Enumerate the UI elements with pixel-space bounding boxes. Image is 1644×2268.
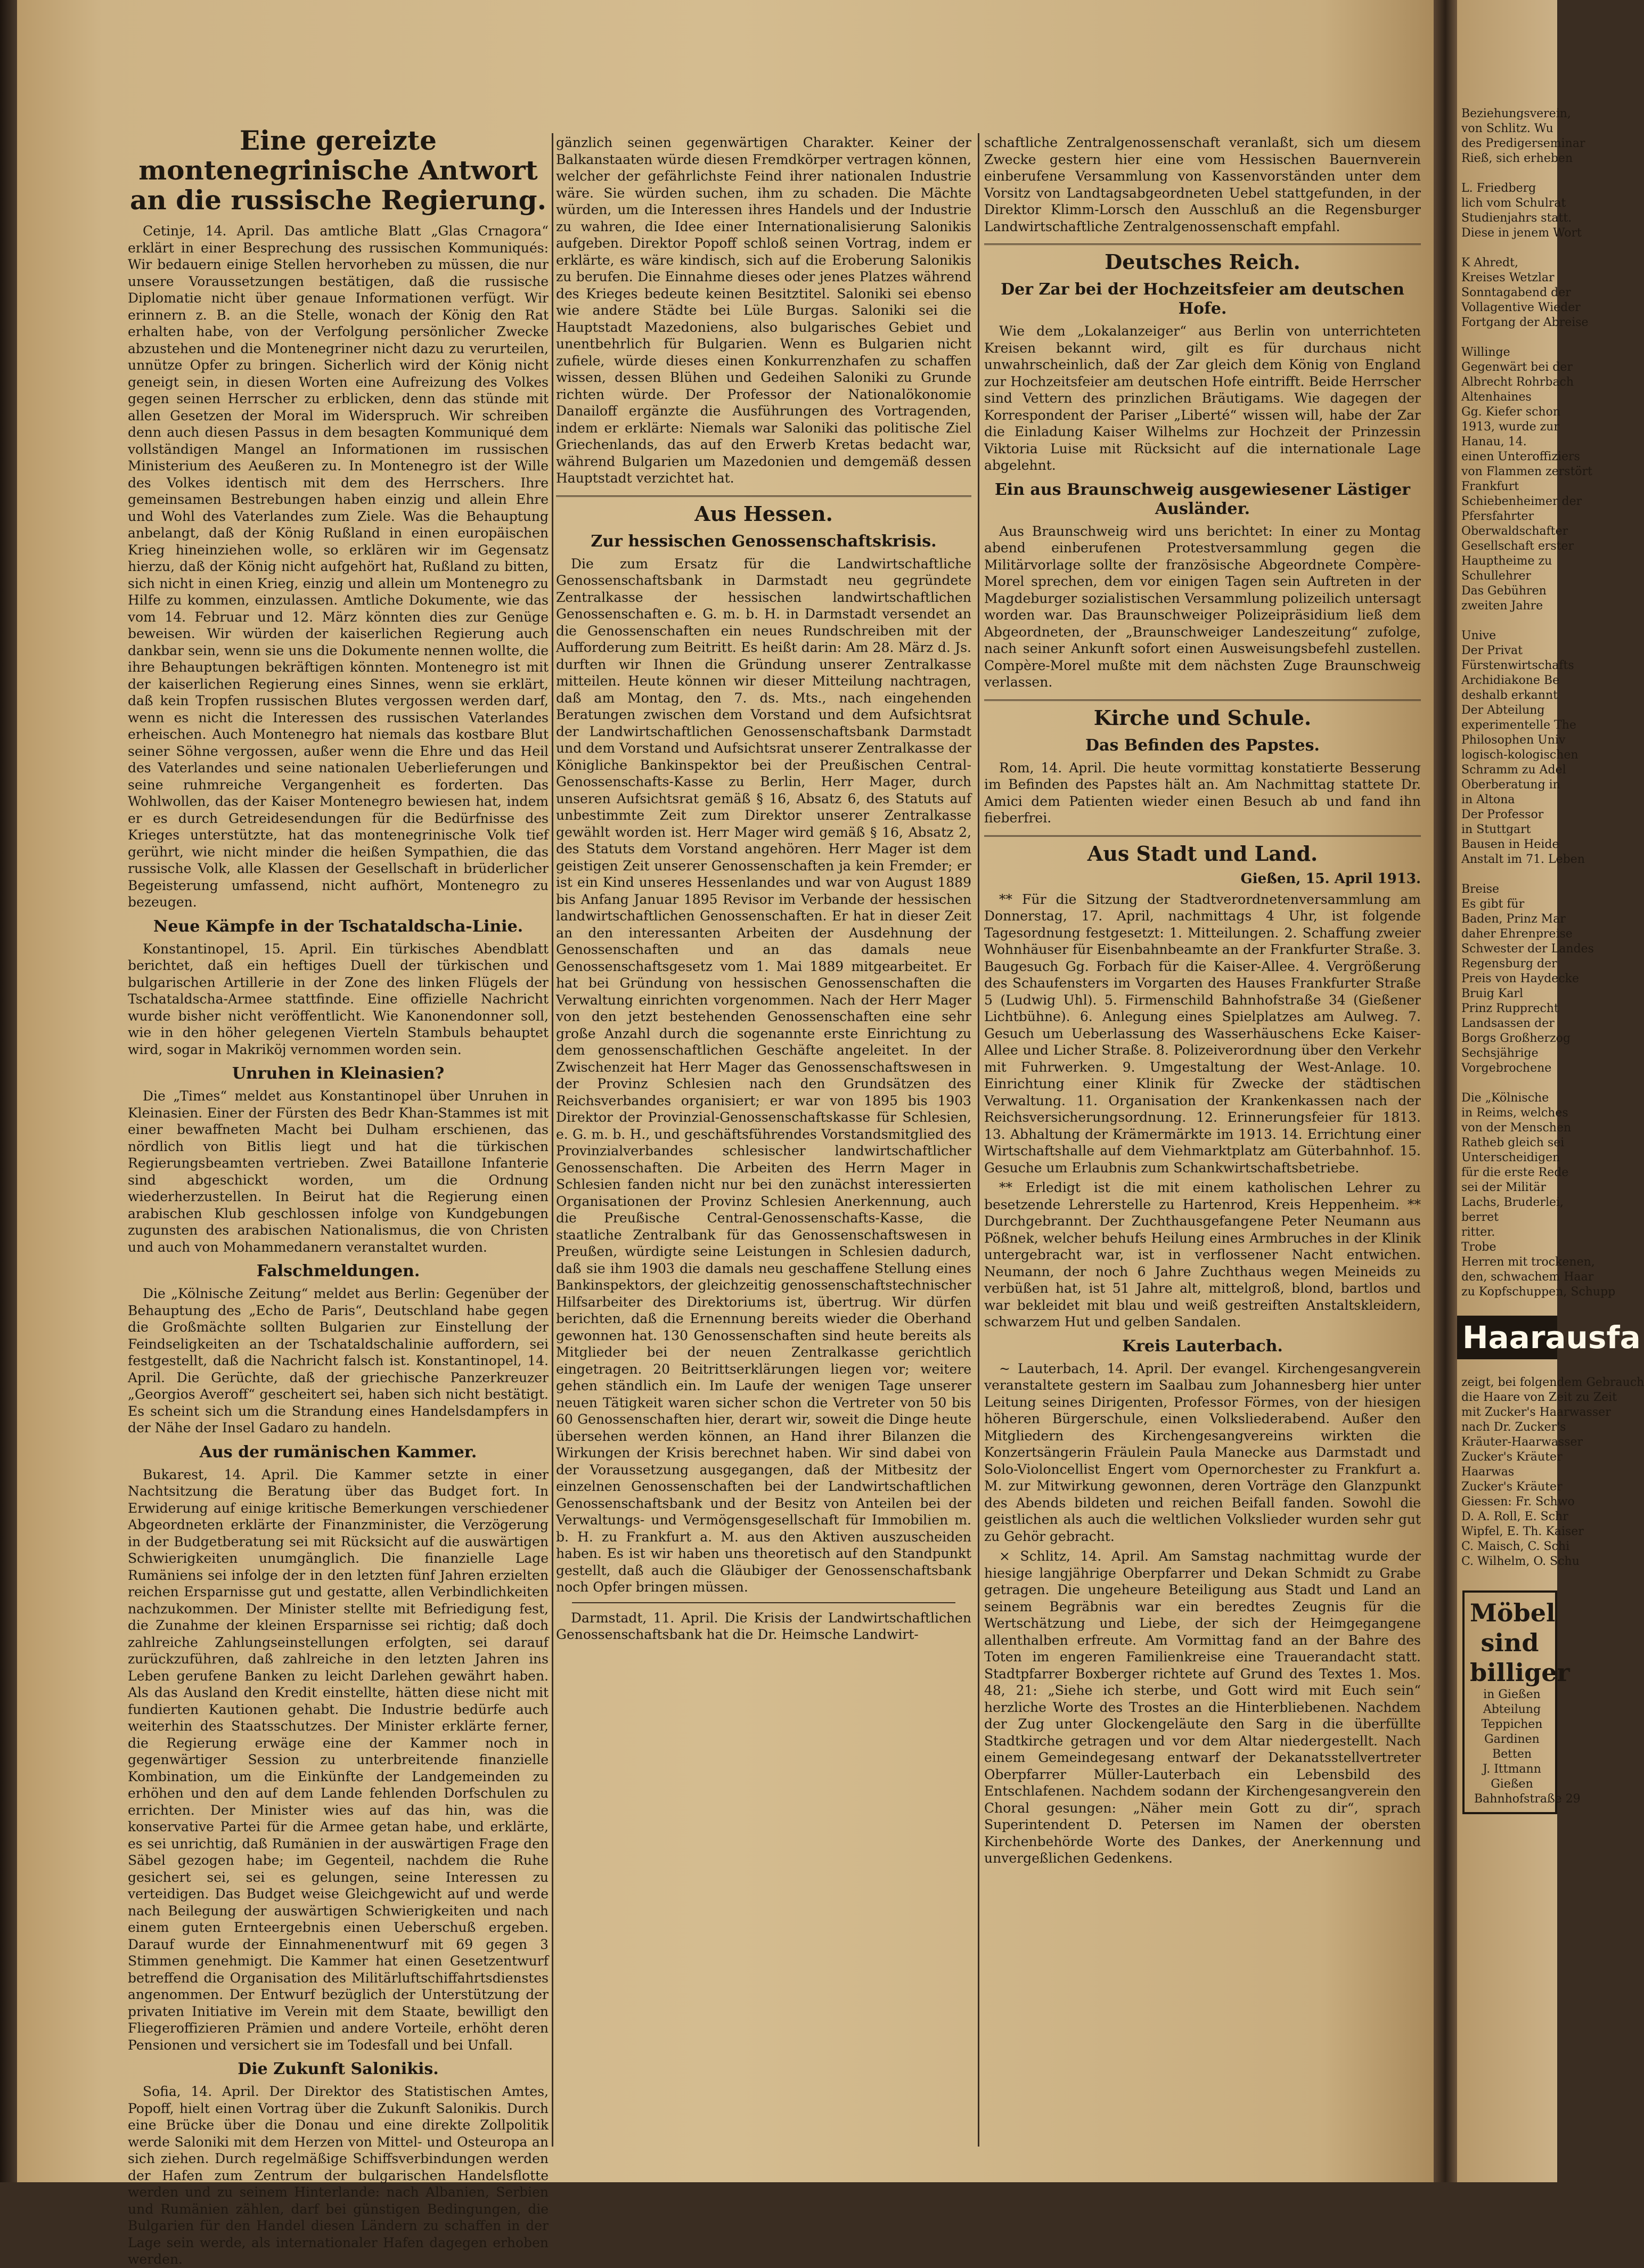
- adjacent-text-line: Kreises Wetzlar: [1461, 271, 1555, 284]
- advertisement-headline: Möbel sind billiger: [1470, 1598, 1570, 1687]
- adjacent-text-line: Baden, Prinz Mar: [1461, 912, 1566, 926]
- adjacent-text-line: Landsassen der: [1461, 1017, 1555, 1030]
- adjacent-text-line: K Ahredt,: [1461, 256, 1518, 270]
- adjacent-text-line: Bausen in Heide: [1461, 838, 1559, 851]
- adjacent-text-line: nach Dr. Zucker's: [1461, 1421, 1566, 1434]
- dateline: Gießen, 15. April 1913.: [1240, 870, 1421, 887]
- adjacent-text-line: Kräuter-Haarwasser: [1461, 1435, 1583, 1449]
- adjacent-text-line: Studienjahrs statt.: [1461, 211, 1572, 225]
- adjacent-text-line: Wipfel, E. Th. Kaiser: [1461, 1525, 1584, 1538]
- adjacent-text-line: [1457, 330, 1557, 345]
- adjacent-text-line: Frankfurt: [1461, 480, 1519, 493]
- adjacent-text-line: Preis von Haydecke: [1461, 972, 1579, 985]
- adjacent-text-line: in Gießen: [1483, 1688, 1541, 1701]
- adjacent-text-line: die Haare von Zeit zu Zeit: [1461, 1391, 1617, 1404]
- adjacent-text-line: [1457, 614, 1557, 629]
- column-rule: [978, 133, 979, 2147]
- adjacent-text-line: Unive: [1461, 629, 1496, 642]
- adjacent-text-line: berret: [1461, 1211, 1499, 1224]
- adjacent-text-line: sei der Militär: [1461, 1181, 1547, 1194]
- adjacent-text-line: Schramm zu Adel: [1461, 763, 1566, 777]
- adjacent-text-line: Breise: [1461, 883, 1500, 896]
- adjacent-text-line: Teppichen: [1481, 1718, 1543, 1731]
- adjacent-text-line: [1457, 867, 1557, 882]
- section-heading-hessen: Aus Hessen.: [556, 495, 971, 526]
- adjacent-text-line: Sonntagabend der: [1461, 286, 1571, 299]
- adjacent-text-line: [1457, 1076, 1557, 1091]
- article-text: Aus Braunschweig wird uns berichtet: In einer zu Montag abend einberufenen Protestversammlung gegen die Militärvorlage sollte der französische Abgeordnete Compère-Morel sprechen, dem vor einigen Tagen sein Auftreten in der Magdeburger sozialistischen Versammlung polizeilich untersagt worden war. Das Braunschweiger Polizeipräsidium ließ dem Abgeordneten, der „Braunschweiger Landeszeitung“ zufolge, nach seiner Ankunft sofort einen Ausweisungsbefehl zustellen. Compère-Morel mußte mit dem nächsten Zuge Braunschweig verlassen.: [984, 523, 1421, 690]
- article-heading: Zur hessischen Genossenschaftskrisis.: [591, 532, 937, 551]
- adjacent-text-line: von der Menschen: [1461, 1121, 1572, 1135]
- adjacent-text-line: Haarwas: [1461, 1465, 1515, 1479]
- article-text: Die „Kölnische Zeitung“ meldet aus Berlin: Gegenüber der Behauptung des „Echo de Paris“, Deutschland habe gegen die Großmächte sollten Bulgarien zur Einstellung der Feindseligkeiten an der Tschataldschalinie auffordern, sei festgestellt, daß die Nachricht falsch ist. Konstantinopel, 14. April. Die Gerüchte, daß der griechische Panzerkreuzer „Georgios Averoff“ gescheitert sei, haben sich nicht bestätigt. Es scheint sich um die Strandung eines Handelsdampfers in der Nähe der Insel Gadaro zu handeln.: [128, 1286, 549, 1435]
- adjacent-text-line: J. Ittmann: [1483, 1763, 1541, 1776]
- adjacent-text-line: des Predigerseminar: [1461, 137, 1585, 150]
- adjacent-text-line: für die erste Rede: [1461, 1166, 1569, 1179]
- article-divider: [572, 1602, 955, 1603]
- adjacent-text-line: Vollagentive Wieder: [1461, 301, 1581, 314]
- adjacent-text-line: Der Privat: [1461, 644, 1523, 657]
- section-heading-reich: Deutsches Reich.: [984, 243, 1421, 274]
- adjacent-text-line: Unterscheidigen: [1461, 1151, 1560, 1164]
- adjacent-text-line: Gardinen: [1484, 1733, 1540, 1746]
- adjacent-text-line: zu Kopfschuppen, Schupp: [1461, 1285, 1616, 1299]
- headline-montenegro: Eine gereizte montenegrinische Antwort an die russische Regierung.: [129, 125, 547, 216]
- adjacent-text-line: experimentelle The: [1461, 719, 1576, 732]
- article-heading: Ein aus Braunschweig ausgewiesener Lästiger Ausländer.: [994, 480, 1411, 518]
- adjacent-page: [1457, 0, 1644, 2182]
- adjacent-text-line: Gesellschaft erster: [1461, 540, 1574, 553]
- article-text: Sofia, 14. April. Der Direktor des Statistischen Amtes, Popoff, hielt einen Vortrag über die Zukunft Salonikis. Durch eine Brücke über die Donau und eine direkte Zollpolitik werde Saloniki mit dem Herzen von Mittel- und Osteuropa an sich ziehen. Durch regelmäßige Schiffsverbindungen werden der Hafen zum Zentrum der bulgarischen Handelsflotte werden und zu seinem Hinterlande: nach Albanien, Serbien und Rumänien zählen, darf bei günstigen Bedingungen, die Bulgarien für den Handel diesen Ländern zu schaffen in der Lage sein werde, als internationaler Hafen dagegen erhoben werden.: [128, 2084, 549, 2267]
- adjacent-text-line: Das Gebühren: [1461, 584, 1547, 598]
- adjacent-text-line: Pfersfahrter: [1461, 510, 1534, 523]
- article-text: Darmstadt, 11. April. Die Krisis der Landwirtschaftlichen Genossenschaftsbank hat die Dr. Heimsche Landwirt-: [556, 1610, 971, 1642]
- article-heading: Aus der rumänischen Kammer.: [199, 1442, 477, 1462]
- article-heading: Kreis Lauterbach.: [1122, 1336, 1283, 1356]
- article-heading: Unruhen in Kleinasien?: [232, 1064, 445, 1083]
- adjacent-text-line: C. Maisch, C. Schi: [1461, 1540, 1570, 1553]
- adjacent-text-line: Gegenwärt bei der: [1461, 361, 1573, 374]
- adjacent-text-line: [1457, 241, 1557, 256]
- adjacent-text-line: deshalb erkannt: [1461, 689, 1558, 702]
- adjacent-page-text: [1457, 0, 1616, 1300]
- adjacent-text-line: Lachs, Bruderlei,: [1461, 1196, 1564, 1209]
- adjacent-text-line: Bruig Karl: [1461, 987, 1524, 1000]
- adjacent-text-line: [1457, 166, 1557, 181]
- adjacent-text-line: Zucker's Kräuter: [1461, 1450, 1563, 1464]
- adjacent-text-line: Abteilung: [1483, 1703, 1541, 1716]
- adjacent-text-line: Zucker's Kräuter: [1461, 1480, 1563, 1494]
- column-2: [556, 134, 971, 2158]
- article-text: Die zum Ersatz für die Landwirtschaftliche Genossenschaftsbank in Darmstadt neu gegründete Zentralkasse der hessischen landwirtschaftlichen Genossenschaften e. G. m. b. H. in Darmstadt versendet an die Genossenschaften ein neues Rundschreiben mit der Aufforderung zum Beitritt. Es heißt darin: Am 28. März d. Js. durften wir Ihnen die Gründung unserer Zentralkasse mitteilen. Heute können wir dieser Mitteilung nachtragen, daß am Montag, den 7. ds. Mts., nach eingehenden Beratungen zwischen dem Vorstand und dem Aufsichtsrat der Landwirtschaftlichen Genossenschaftsbank Darmstadt und dem Vorstand und Aufsichtsrat unserer Zentralkasse der Königliche Bankinspektor bei der Preußischen Central-Genossenschafts-Kasse zu Berlin, Herr Mager, durch unseren Aufsichtsrat gemäß § 16, Absatz 6, des Statuts auf unbestimmte Zeit zum Direktor unserer Zentralkasse gewählt worden ist. Herr Mager wird gemäß § 16, Absatz 2, des Statuts dem Vorstand angehören. Herr Mager ist dem geistigen Zeit unserer Genossenschaften ja kein Fremder; er ist ein Kind unseres Hessenlandes und war von August 1889 bis Anfang Januar 1895 Revisor im Verbande der hessischen landwirtschaftlichen Genossenschaften. Er hat in dieser Zeit an den interessanten Arbeiten der Ausdehnung der Genossenschaften und an das damals neue Genossenschaftsgesetz vom 1. Mai 1889 mitgearbeitet. Er hat bei Gründung von hessischen Genossenschaften die Verwaltung einrichten vorgenommen. Nach der Herr Mager von den jetzt bestehenden Genossenschaften eine sehr große Anzahl durch die sogenannte erste Einrichtung zu dem genossenschaftlichen Geschäfte angeleitet. In der Zwischenzeit hat Herr Mager das Genossenschaftswesen in der Provinz Schlesien nach den Grundsätzen des Reichsverbandes organisiert; er war von 1895 bis 1903 Direktor der Provinzial-Genossenschaftskasse für Schlesien, e. G. m. b. H., und geschäftsführendes Vorstandsmitglied des Provinzialverbandes schlesischer landwirtschaftlicher Genossenschaften. Die Arbeiten des Herrn Mager in Schlesien fanden nicht nur bei den zunächst interessierten Organisationen der Provinz Schlesien Anerkennung, auch die Preußische Central-Genossenschafts-Kasse, die staatliche Zentralbank für das Genossenschaftswesen in Preußen, würdigte seine Leistungen in Schlesien dadurch, daß sie ihm 1903 die damals neu geschaffene Stellung eines Bankinspektors, der gleichzeitig genossenschaftstechnischer Hilfsarbeiter des Direktoriums ist, übertrug. Wir dürfen berichten, daß die Ernennung bereits wieder die Oberhand gewonnen hat. 130 Genossenschaften sind heute bereits als Mitglieder bei der neuen Zentralkasse gerichtlich eingetragen. 20 Beitrittserklärungen liegen vor; weitere gehen ständlich ein. Im Laufe der wenigen Tage unserer neuen Tätigkeit waren sicher schon die Vertreter von 50 bis 60 Genossenschaften hier, derart wir, soweit die Dinge heute übersehen werden können, an Hand ihrer Bilanzen die Wirkungen der Krisis berechnet haben. Wir sind dabei von der Voraussetzung ausgegangen, daß der Mitbesitz der einzelnen Genossenschaften bei der Landwirtschaftlichen Genossenschaftsbank und der Besitz von Anteilen bei der Verwaltungs- und Vermögensgesellschaft für Immobilien m. b. H. zu Frankfurt a. M. aus den Aktiven auszuscheiden haben. Es ist wir haben uns theoretisch auf den Standpunkt gestellt, daß auch die Gläubiger der Genossenschaftsbank noch Opfer bringen müssen.: [556, 556, 971, 1595]
- adjacent-text-line: D. A. Roll, E. Schr: [1461, 1510, 1568, 1523]
- adjacent-text-line: Gießen: [1491, 1777, 1533, 1791]
- adjacent-text-line: Archidiakone Be: [1461, 674, 1560, 687]
- adjacent-text-line: Altenhaines: [1461, 390, 1532, 404]
- article-heading: Falschmeldungen.: [256, 1262, 420, 1280]
- adjacent-text-line: Rieß, sich erheben: [1461, 152, 1573, 165]
- adjacent-text-line: Fürstenwirtschafts: [1461, 659, 1574, 672]
- adjacent-text-line: Sechsjährige: [1461, 1047, 1539, 1060]
- adjacent-text-line: logisch-kologischen: [1461, 748, 1578, 762]
- adjacent-text-line: ritter.: [1461, 1226, 1495, 1239]
- article-text: Bukarest, 14. April. Die Kammer setzte in einer Nachtsitzung die Beratung über das Budget fort. In Erwiderung auf einige kritische Bemerkungen verschiedener Abgeordneten erklärte der Finanzminister, die Verzögerung in der Budgetberatung sei mit Rücksicht auf die auswärtigen Schwierigkeiten unumgänglich. Die finanzielle Lage Rumäniens sei infolge der in den letzten fünf Jahren erzielten reichen Ersparnisse gut und gestatte, allen Verbindlichkeiten nachzukommen. Der Minister stellte mit Befriedigung fest, die Zunahme der kleinen Ersparnisse sei richtig; daß doch zahlreiche Zahlungseinstellungen erfolgten, sei darauf zurückzuführen, daß zahlreiche in den letzten Jahren ins Leben gerufene Banken zu leicht Darlehen gewährt haben. Als das Ausland den Kredit einstellte, hätten diese nicht mit fundierten Kautionen gehabt. Die Industrie bedürfe auch weiterhin des Staatsschutzes. Der Minister erklärte ferner, die Regierung erwäge eine der Kammer noch in gegenwärtiger Session zu unterbreitende finanzielle Kombination, um die Einkünfte der Landgemeinden zu erhöhen und den auf dem Lande fehlenden Dorfschulen zu errichten. Der Minister wies auf das hin, was die konservative Partei für die Armee getan habe, und erklärte, es sei unrichtig, daß Rumänien in der auswärtigen Frage den Säbel gezogen habe; im Gegenteil, nachdem die Ruhe gesichert sei, sei es gelungen, seine Interessen zu verteidigen. Das Budget weise Gleichgewicht auf und werde nach Beilegung der auswärtigen Schwierigkeiten und nach einem guten Ernteergebnis einen Ueberschuß ergeben. Darauf wurde der Einnahmenentwurf mit 69 gegen 3 Stimmen genehmigt. Die Kammer hat einen Gesetzentwurf betreffend die Organisation des Militärluftschiffahrtsdienstes angenommen. Der Entwurf bezüglich der Unterstützung der privaten Initiative im Verein mit dem Staate, bewilligt den Fliegeroffizieren Prämien und andere Vorteile, erhöht deren Pensionen und versichert sie im Todesfall und bei Unfall.: [128, 1466, 549, 2053]
- adjacent-text-line: einen Unteroffiziers: [1461, 450, 1580, 463]
- adjacent-text-line: Albrecht Rohrbach: [1461, 376, 1574, 389]
- adjacent-text-line: Borgs Großherzog: [1461, 1032, 1571, 1045]
- advertisement-text: [1470, 1687, 1581, 1807]
- adjacent-text-line: lich vom Schulrat: [1461, 197, 1566, 210]
- adjacent-text-line: zeigt, bei folgendem Gebrauch: [1461, 1376, 1644, 1389]
- adjacent-text-line: Vorgebrochene: [1461, 1062, 1552, 1075]
- section-heading-kirche: Kirche und Schule.: [984, 699, 1421, 730]
- adjacent-text-line: Hanau, 14.: [1461, 435, 1527, 448]
- adjacent-text-line: den, schwachem Haar: [1461, 1270, 1594, 1284]
- adjacent-text-line: Schiebenheimer der: [1461, 495, 1582, 508]
- adjacent-text-line: Es gibt für: [1461, 898, 1525, 911]
- advertisement-text: [1457, 1375, 1644, 1569]
- adjacent-text-line: Betten: [1492, 1748, 1532, 1761]
- adjacent-text-line: Der Abteilung: [1461, 704, 1545, 717]
- adjacent-text-line: Oberwaldschafter: [1461, 525, 1568, 538]
- adjacent-text-line: Bahnhofstraße 29: [1474, 1792, 1581, 1806]
- adjacent-text-line: Gg. Kiefer schon: [1461, 405, 1561, 419]
- adjacent-text-line: von Flammen zerstört: [1461, 465, 1593, 478]
- adjacent-text-line: Schwester der Landes: [1461, 942, 1594, 956]
- adjacent-text-line: Prinz Rupprecht: [1461, 1002, 1559, 1015]
- adjacent-text-line: Fortgang der Abreise: [1461, 316, 1589, 329]
- adjacent-text-line: Anstalt im 71. Leben: [1461, 853, 1585, 866]
- adjacent-text-line: Philosophen Univ: [1461, 733, 1566, 747]
- article-heading: Das Befinden des Papstes.: [1085, 736, 1320, 755]
- article-text: × Schlitz, 14. April. Am Samstag nachmittag wurde der hiesige langjährige Oberpfarrer und Dekan Schmidt zu Grabe getragen. Die ungeheure Beteiligung aus Stadt und Land an seinem Begräbnis war ein beredtes Zeugnis für die Wertschätzung und Liebe, der sich der Heimgegangene allenthalben erfreute. Am Vormittag fand an der Bahre des Toten im engeren Familienkreise eine Trauerandacht statt. Stadtpfarrer Boxberger richtete auf Grund des Textes 1. Mos. 48, 21: „Siehe ich sterbe, und Gott wird mit Euch sein“ herzliche Worte des Trostes an die Hinterbliebenen. Nachdem der Zug unter Glockengeläute den Sarg in die überfüllte Stadtkirche getragen und vor dem Altar niedergestellt. Nach einem Gemeindegesang entwarf der Dekanatsstellvertreter Oberpfarrer Müller-Lauterbach ein Lebensbild des Entschlafenen. Nachdem sodann der Kirchengesangverein den Choral gesungen: „Näher mein Gott zu dir“, sprach Superintendent D. Petersen im Namen der obersten Kirchenbehörde Worte des Dankes, der Anerkennung und unvergeßlichen Gedenkens.: [984, 1548, 1421, 1866]
- article-text: ** Erledigt ist die mit einem katholischen Lehrer zu besetzende Lehrerstelle zu Hartenrod, Kreis Heppenheim. ** Durchgebrannt. Der Zuchthausgefangene Peter Neumann aus Pößnek, welcher behufs Heilung eines Armbruches in der Klinik untergebracht war, ist in verflossener Nacht entwichen. Neumann, der noch 6 Jahre Zuchthaus wegen Meineids zu verbüßen hat, ist 51 Jahre alt, mittelgroß, blond, bartlos und war bekleidet mit blau und weiß gestreiften Anstaltskleidern, schwarzem Hut und gelben Sandalen.: [984, 1180, 1421, 1329]
- article-text: Cetinje, 14. April. Das amtliche Blatt „Glas Crnagora“ erklärt in einer Besprechung des russischen Kommuniqués: Wir bedauern einige Stellen hervorheben zu müssen, die nur unsere Voraussetzungen bestätigen, daß die russische Diplomatie nicht über genaue Informationen verfügt. Wir erinnern z. B. an die Stelle, wonach der König den Rat erhalten habe, von der Verfolgung persönlicher Zwecke abzustehen und die Montenegriner nicht dazu zu verurteilen, unnütze Opfer zu bringen. Sicherlich wird der König nicht geneigt sein, in diesen Worten eine Aufreizung des Volkes gegen seinen Herrscher zu erblicken, denn das stünde mit allen Gesetzen der Moral im Widerspruch. Wir schreiben denn auch diesen Passus in dem besagten Kommuniqué dem vollständigen Mangel an Informationen im russischen Ministerium des Aeußeren zu. In Montenegro ist der Wille des Volkes identisch mit dem des Herrschers. Ihre gemeinsamen Bestrebungen haben einzig und allein Ehre und Wohl des Vaterlandes zum Ziele. Was die Behauptung anbelangt, daß der König Rußland in einen europäischen Krieg hineinziehen wolle, so erklären wir im Gegensatz hierzu, daß der König nicht aufgehört hat, Rußland zu bitten, sich nicht in einen Krieg, einzig und allein um Montenegro zu Hilfe zu kommen, einzulassen. Amtliche Dokumente, wie das vom 14. Februar und 12. März könnten dies zur Genüge beweisen. Wir würden der kaiserlichen Regierung auch dankbar sein, wenn sie uns die Dokumente nennen wollte, die ihre Behauptungen bekräftigen könnten. Montenegro ist mit der kaiserlichen Regierung eines Sinnes, wenn sie erklärt, daß kein Tropfen russischen Blutes vergossen werden darf, wenn es nicht die Interessen des russischen Vaterlandes erheischen. Auch Montenegro hat niemals das kostbare Blut seiner Söhne vergossen, außer wenn die Ehre und das Heil des Vaterlandes und seine nationalen Ueberlieferungen und seine ruhmreiche Vergangenheit es forderten. Das Wohlwollen, das der Kaiser Montenegro bewiesen hat, indem er es durch Getreidesendungen für die Bedürfnisse des Krieges unterstützte, hat das montenegrinische Volk tief gerührt, wie nicht minder die heißen Sympathien, die das russische Volk, alle Klassen der Gesellschaft in brüderlicher Begeisterung umfassend, nicht aufhört, Montenegro zu bezeugen.: [128, 223, 549, 910]
- adjacent-text-line: Hauptheime zu: [1461, 554, 1552, 568]
- adjacent-text-line: Der Professor: [1461, 808, 1544, 821]
- article-heading: Der Zar bei der Hochzeitsfeier am deutschen Hofe.: [1001, 280, 1404, 318]
- adjacent-text-line: in Stuttgart: [1461, 823, 1531, 836]
- article-text: gänzlich seinen gegenwärtigen Charakter. Keiner der Balkanstaaten würde diesen Fremdkörper vertragen können, welcher der gefährlichste Feind ihrer nationalen Industrie wäre. Sie würden suchen, ihm zu schaden. Die Mächte würden, um die Interessen ihres Handels und der Industrie zu wahren, die Idee einer Internationalisierung Salonikis aufgeben. Direktor Popoff schloß seinen Vortrag, indem er erklärte, es wäre kindisch, sich auf die Eroberung Salonikis zu berufen. Die Einnahme dieses oder jenes Platzes während des Krieges bedeute keinen Besitztitel. Saloniki sei ebenso wie andere Städte bei Lüle Burgas. Saloniki sei die Hauptstadt Mazedoniens, also bulgarisches Gebiet und unentbehrlich für Bulgarien. Wenn es Bulgarien nicht zufiele, würde dieses einen Konkurrenzhafen zu schaffen wissen, dessen Blühen und Gedeihen Saloniki zu Grunde richten würde. Der Professor der Nationalökonomie Danailoff ergänzte die Ausführungen des Vortragenden, indem er erklärte: Niemals war Saloniki das politische Ziel Griechenlands, das auf den Erwerb Kretas bedacht war, während Bulgarien um Mazedonien und demgemäß dessen Hauptstadt verzichtet hat.: [556, 135, 971, 486]
- article-text: Rom, 14. April. Die heute vormittag konstatierte Besserung im Befinden des Papstes hält an. Am Nachmittag stattete Dr. Amici dem Patienten wieder einen Besuch ab und fand ihn fieberfrei.: [984, 760, 1421, 826]
- column-1: [128, 125, 549, 2267]
- adjacent-text-line: Giessen: Fr. Schwo: [1461, 1495, 1575, 1508]
- adjacent-text-line: mit Zucker's Haarwasser: [1461, 1406, 1611, 1419]
- adjacent-text-line: Oberberatung in: [1461, 778, 1560, 792]
- article-text: schaftliche Zentralgenossenschaft veranlaßt, sich um diesem Zwecke gestern hier eine vom Hessischen Bauernverein einberufene Versammlung von Kassenvorständen unter dem Vorsitz von Landtagsabgeordneten Uebel stattgefunden, in der Direktor Klimm-Lorsch den Ausschluß an die Regensburger Landwirtschaftliche Zentralgenossenschaft empfahl.: [984, 135, 1421, 234]
- adjacent-text-line: L. Friedberg: [1461, 182, 1536, 195]
- adjacent-text-line: Regensburg der: [1461, 957, 1557, 970]
- adjacent-text-line: Trobe: [1461, 1241, 1496, 1254]
- adjacent-text-line: 1913, wurde zur: [1461, 420, 1559, 434]
- advertisement-headline: Haarausfa: [1457, 1316, 1557, 1359]
- article-text: Konstantinopel, 15. April. Ein türkisches Abendblatt berichtet, daß ein heftiges Duell der türkischen und bulgarischen Artillerie in der Zone des linken Flügels der Tschataldscha-Armee stattfinde. Eine offizielle Nachricht wurde bisher nicht veröffentlicht. Wie Kanonendonner soll, wie in den höher gelegenen Vierteln Stambuls behauptet wird, sogar in Makriköj vernommen worden sein.: [128, 941, 549, 1057]
- adjacent-text-line: Herren mit trockenen,: [1461, 1255, 1595, 1269]
- article-text: ~ Lauterbach, 14. April. Der evangel. Kirchengesangverein veranstaltete gestern im Saalbau zum Johannesberg hier unter Leitung seines Dirigenten, Professor Förmes, von der hiesigen höheren Bürgerschule, einen Volksliederabend. Außer den Mitgliedern des Kirchengesangvereins wirkten die Konzertsängerin Fräulein Paula Manecke aus Darmstadt und Solo-Violoncellist Engert vom Opernorchester zu Frankfurt a. M. zur Mitwirkung gewonnen, deren Vorträge den Glanzpunkt des Abends bildeten und reichen Beifall fanden. Sowohl die geistlichen als auch die weltlichen Volkslieder wurden sehr gut zu Gehör gebracht.: [984, 1360, 1421, 1544]
- furniture-advertisement: [1462, 1590, 1581, 1814]
- adjacent-text-line: Beziehungsverein,: [1461, 107, 1571, 120]
- article-heading: Neue Kämpfe in der Tschataldscha-Linie.: [153, 917, 524, 936]
- article-text: ** Für die Sitzung der Stadtverordnetenversammlung am Donnerstag, 17. April, nachmittags 4 Uhr, ist folgende Tagesordnung festgesetzt: 1. Mitteilungen. 2. Schaffung zweier Wohnhäuser für Eisenbahnbeamte an der Frankfurter Straße. 3. Baugesuch Gg. Forbach für die Kaiser-Allee. 4. Vergrößerung des Schaufensters im Vorgarten des Hauses Frankfurter Straße 5 (Ludwig Uhl). 5. Firmenschild Bahnhofstraße 34 (Gießener Lichtbühne). 6. Anlegung eines Spielplatzes am Aulweg. 7. Gesuch um Ueberlassung des Wasserhäuschens Ecke Kaiser-Allee und Licher Straße. 8. Polizeiverordnung über den Verkehr mit Fuhrwerken. 9. Umgestaltung der West-Anlage. 10. Einrichtung einer Klinik für Zwecke der städtischen Verwaltung. 11. Organisation der Krankenkassen nach der Reichsversicherungsordnung. 12. Erinnerungsfeier für 1813. 13. Abhaltung der Krämermärkte im 1913. 14. Errichtung einer Wirtschaftshalle auf dem Viehmarktplatz am Güterbahnhof. 15. Gesuche um Erlaubnis zum Schankwirtschaftsbetriebe.: [984, 891, 1421, 1176]
- article-heading: Die Zukunft Salonikis.: [238, 2060, 439, 2078]
- column-rule: [552, 133, 553, 2147]
- binding-gutter: [1434, 0, 1457, 2182]
- adjacent-text-line: in Altona: [1461, 793, 1515, 806]
- adjacent-text-line: Schullehrer: [1461, 569, 1532, 583]
- adjacent-text-line: Die „Kölnische: [1461, 1091, 1549, 1105]
- column-3: [984, 134, 1421, 2158]
- adjacent-text-line: Ratheb gleich sei: [1461, 1136, 1565, 1149]
- adjacent-text-line: von Schlitz. Wu: [1461, 122, 1553, 135]
- article-text: Wie dem „Lokalanzeiger“ aus Berlin von unterrichteten Kreisen bekannt wird, gilt es für durchaus nicht unwahrscheinlich, daß der Zar gleich dem König von England zur Hochzeitsfeier am deutschen Hofe eintrifft. Beide Herrscher sind Vettern des prinzlichen Bräutigams. Wie dagegen der Korrespondent der Pariser „Liberté“ wissen will, habe der Zar die Einladung Kaiser Wilhelms zur Hochzeit der Prinzessin Viktoria Luise mit Rücksicht auf die internationale Lage abgelehnt.: [984, 323, 1421, 473]
- adjacent-text-line: daher Ehrenpreise: [1461, 927, 1573, 941]
- adjacent-text-line: Diese in jenem Wort: [1461, 226, 1582, 240]
- adjacent-text-line: C. Wilhelm, O. Schu: [1461, 1555, 1580, 1568]
- left-book-edge: [0, 0, 17, 2182]
- article-text: Die „Times“ meldet aus Konstantinopel über Unruhen in Kleinasien. Einer der Fürsten des Bedr Khan-Stammes ist mit einer bewaffneten Macht bei Dulham erschienen, das nördlich von Bitlis liegt und hat die türkischen Regierungsbeamten vertrieben. Zwei Bataillone Infanterie sind abgeschickt worden, um die Ordnung wiederherzustellen. In Beirut hat die Regierung einen arabischen Klub geschlossen infolge von Kundgebungen zugunsten des arabischen Nationalismus, die von Christen und auch von Mohammedanern veranstaltet wurden.: [128, 1088, 549, 1255]
- adjacent-text-line: Willinge: [1461, 346, 1510, 359]
- adjacent-text-line: zweiten Jahre: [1461, 599, 1543, 613]
- section-heading-stadt-land: Aus Stadt und Land.: [984, 835, 1421, 866]
- adjacent-text-line: in Reims, welches: [1461, 1106, 1568, 1120]
